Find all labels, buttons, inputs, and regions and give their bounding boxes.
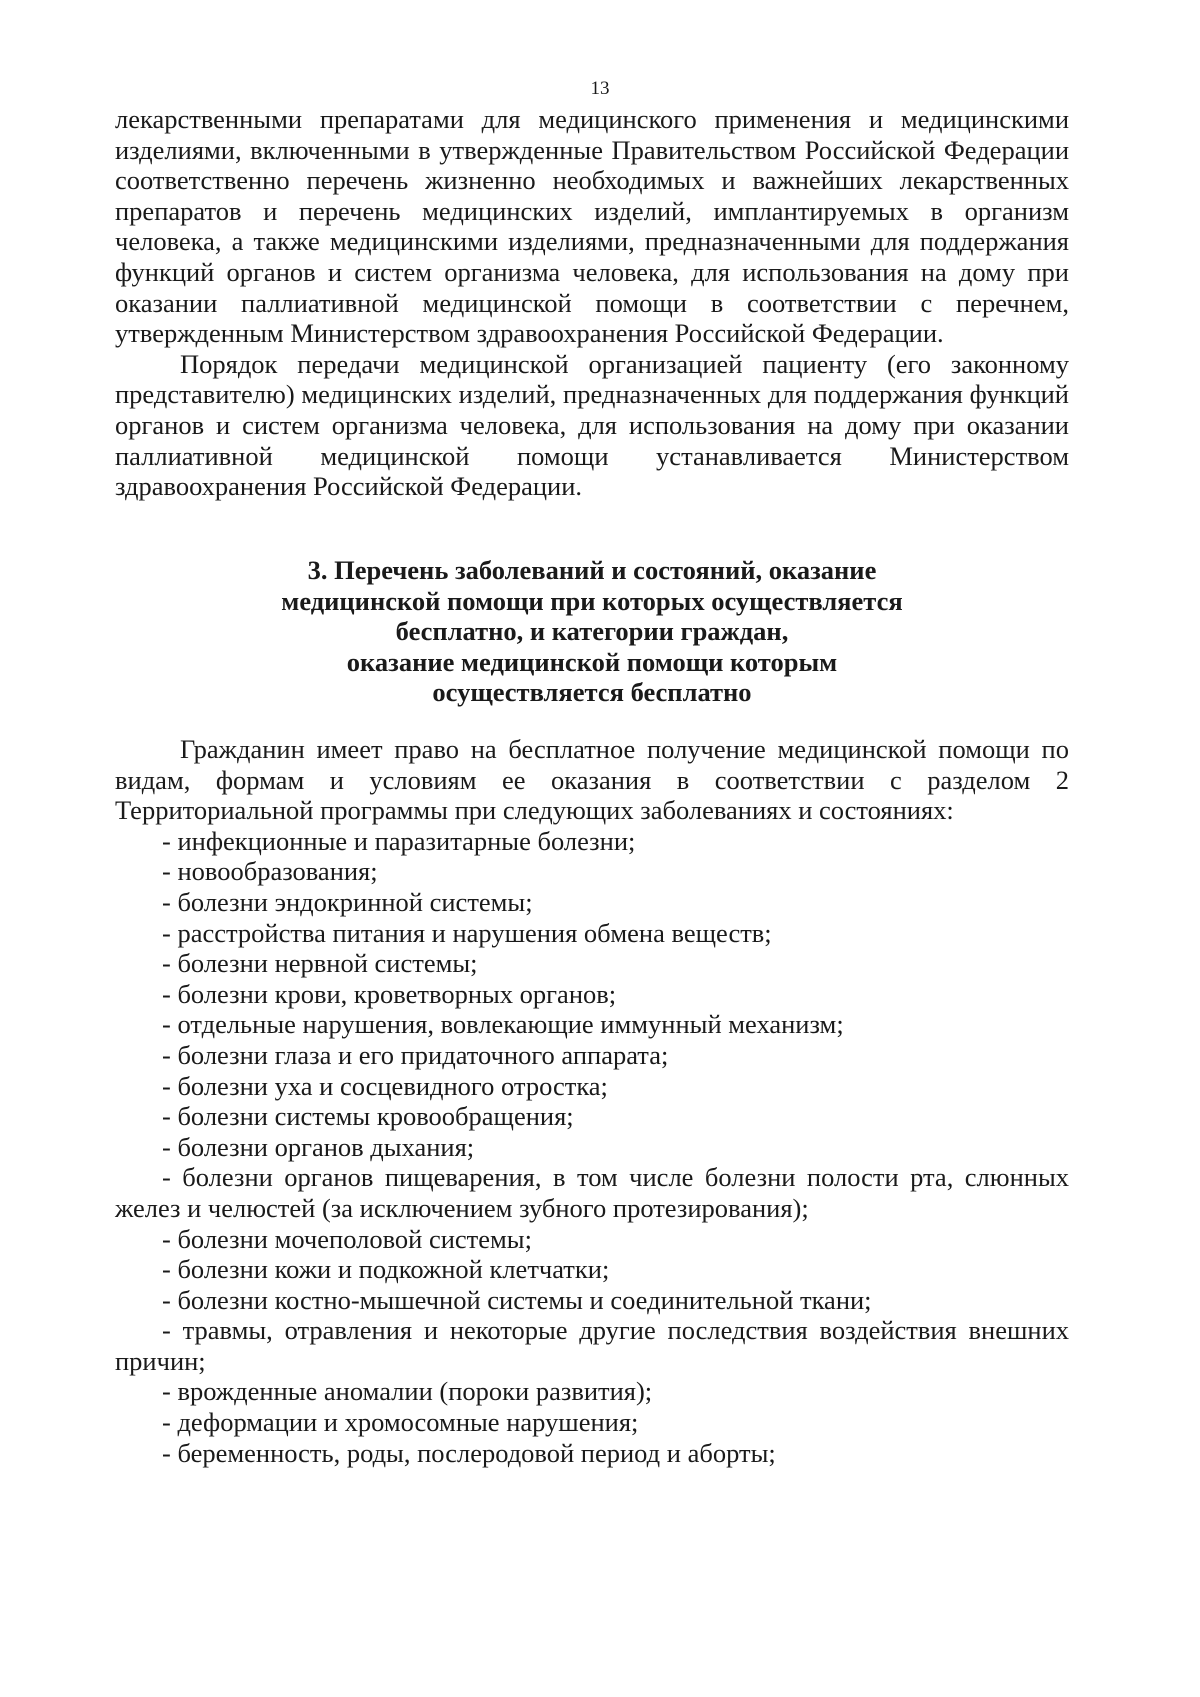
list-item: - болезни эндокринной системы;: [162, 886, 533, 917]
list-item: - болезни костно-мышечной системы и соединительной ткани;: [162, 1284, 872, 1315]
list-item: - болезни крови, кроветворных органов;: [162, 978, 617, 1009]
list-item: - болезни нервной системы;: [162, 948, 478, 979]
list-item: - болезни мочеполовой системы;: [162, 1223, 532, 1254]
section-title-line: оказание медицинской помощи которым: [346, 646, 838, 677]
intro-paragraph: лекарственными препаратами для медицинского применения и медицинскими изделиями, включенными в утвержденные Правительством Российской Федерации соответственно перечень жизненно необходимых и важнейших лекарственных препаратов и перечень медицинских изделий, имплантируемых в организм человека, а также медицинскими изделиями, предназначенными для поддержания функций органов и систем организма человека, для использования на дому при оказании паллиативной медицинской помощи в соответствии с перечнем, утвержденным Министерством здравоохранения Российской Федерации.: [115, 104, 1069, 349]
rights-paragraph: Гражданин имеет право на бесплатное получение медицинской помощи по видам, формам и условиям ее оказания в соответствии с разделом 2 Территориальной программы при следующих заболеваниях и состояниях:: [115, 734, 1069, 826]
list-item: - травмы, отравления и некоторые другие последствия воздействия внешних причин;: [115, 1315, 1069, 1376]
list-item: - деформации и хромосомные нарушения;: [162, 1407, 639, 1438]
section-title-line: медицинской помощи при которых осуществляется: [281, 585, 903, 616]
list-item: - инфекционные и паразитарные болезни;: [162, 825, 636, 856]
section-title-line: осуществляется бесплатно: [432, 677, 752, 708]
list-item: - болезни глаза и его придаточного аппарата;: [162, 1039, 669, 1070]
list-item: - болезни уха и сосцевидного отростка;: [162, 1070, 608, 1101]
list-item: - расстройства питания и нарушения обмена веществ;: [162, 917, 772, 948]
list-item: - болезни кожи и подкожной клетчатки;: [162, 1254, 610, 1285]
page-number: 13: [590, 78, 610, 99]
top-body-text: [115, 104, 1069, 502]
list-item: - болезни системы кровообращения;: [162, 1101, 574, 1132]
list-item: - болезни органов дыхания;: [162, 1131, 475, 1162]
section-title: [115, 555, 1069, 708]
section-title-line: бесплатно, и категории граждан,: [395, 616, 789, 647]
disease-list: [115, 826, 1069, 1468]
list-item: - беременность, роды, послеродовой период и аборты;: [162, 1437, 776, 1468]
list-item: - отдельные нарушения, вовлекающие иммунный механизм;: [162, 1009, 844, 1040]
section-body: [115, 734, 1069, 1468]
section-title-line: 3. Перечень заболеваний и состояний, оказание: [307, 555, 877, 585]
list-item: - врожденные аномалии (пороки развития);: [162, 1376, 653, 1407]
list-item: - болезни органов пищеварения, в том числе болезни полости рта, слюнных желез и челюстей (за исключением зубного протезирования);: [115, 1162, 1069, 1223]
procedure-paragraph: Порядок передачи медицинской организацией пациенту (его законному представителю) медицинских изделий, предназначенных для поддержания функций органов и систем организма человека, для использования на дому при оказании паллиативной медицинской помощи устанавливается Министерством здравоохранения Российской Федерации.: [115, 348, 1069, 502]
list-item: - новообразования;: [162, 856, 378, 887]
